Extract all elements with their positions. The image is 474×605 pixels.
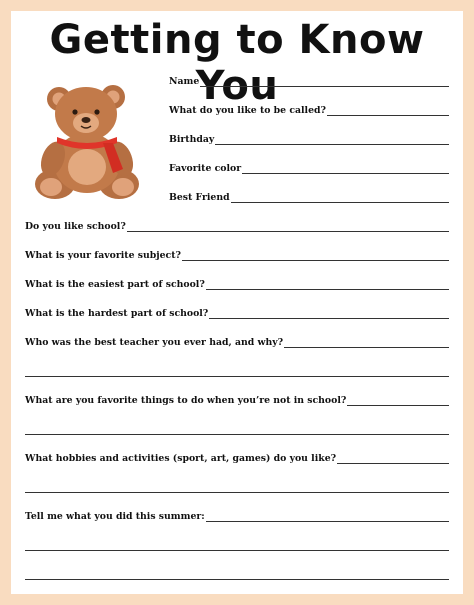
question-label: Do you like school? (25, 221, 126, 232)
answer-line[interactable] (206, 511, 449, 522)
answer-line[interactable] (25, 492, 449, 493)
answer-line[interactable] (231, 192, 449, 203)
question-label: What is your favorite subject? (25, 250, 181, 261)
teddy-bear-icon (33, 81, 145, 201)
worksheet-title: Getting to Know You (49, 17, 425, 109)
worksheet (11, 11, 463, 594)
question-label: Tell me what you did this summer: (25, 511, 205, 522)
field-label: Birthday (169, 134, 215, 145)
field-label: Favorite color (169, 163, 242, 174)
field-label: Best Friend (169, 192, 230, 203)
question-label: What are you favorite things to do when you’re not in school? (25, 395, 347, 406)
question-best-teacher[interactable] (25, 337, 449, 348)
answer-line[interactable] (209, 308, 449, 319)
answer-line[interactable] (25, 579, 449, 580)
question-label: Who was the best teacher you ever had, and why? (25, 337, 284, 348)
answer-line[interactable] (25, 434, 449, 435)
question-label: What is the hardest part of school? (25, 308, 209, 319)
favorite-color-field[interactable] (169, 163, 449, 174)
answer-line[interactable] (25, 550, 449, 551)
question-favorite-things[interactable] (25, 395, 449, 406)
question-summer[interactable] (25, 511, 449, 522)
answer-line[interactable] (242, 163, 449, 174)
name-field[interactable] (169, 76, 449, 87)
answer-line[interactable] (215, 134, 449, 145)
question-easiest-part[interactable] (25, 279, 449, 290)
answer-line[interactable] (127, 221, 449, 232)
birthday-field[interactable] (169, 134, 449, 145)
question-hardest-part[interactable] (25, 308, 449, 319)
answer-line[interactable] (25, 376, 449, 377)
best-friend-field[interactable] (169, 192, 449, 203)
answer-line[interactable] (327, 105, 449, 116)
answer-line[interactable] (347, 395, 449, 406)
answer-line[interactable] (284, 337, 449, 348)
question-hobbies[interactable] (25, 453, 449, 464)
answer-line[interactable] (182, 250, 449, 261)
question-label: What hobbies and activities (sport, art, games) do you like? (25, 453, 337, 464)
called-field[interactable] (169, 105, 449, 116)
answer-line[interactable] (206, 279, 449, 290)
question-favorite-subject[interactable] (25, 250, 449, 261)
field-label: What do you like to be called? (169, 105, 326, 116)
answer-line[interactable] (200, 76, 449, 87)
answer-line[interactable] (337, 453, 449, 464)
question-like-school[interactable] (25, 221, 449, 232)
field-label: Name (169, 76, 200, 87)
question-label: What is the easiest part of school? (25, 279, 205, 290)
